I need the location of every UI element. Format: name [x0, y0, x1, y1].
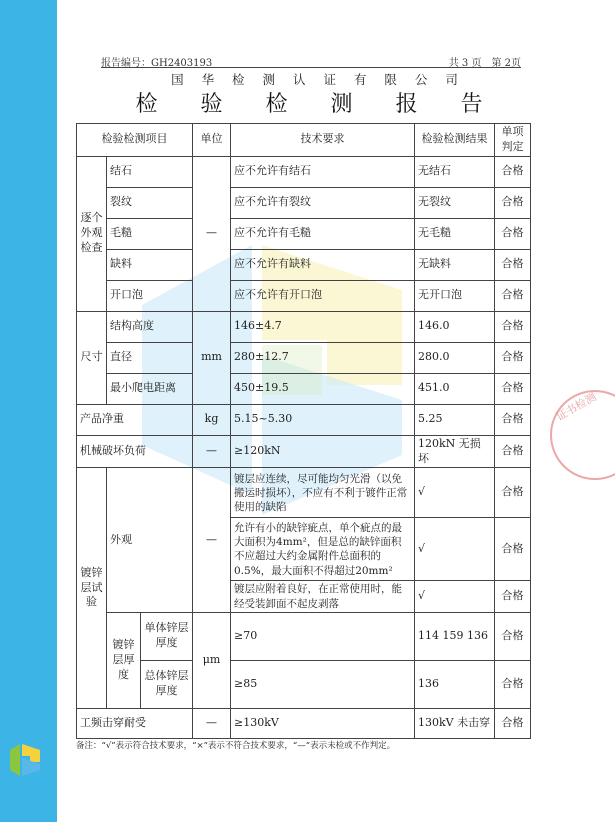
verdict-cell: 合格 — [495, 311, 531, 342]
verdict-cell: 合格 — [495, 660, 531, 708]
verdict-cell: 合格 — [495, 435, 531, 468]
unit-cell: μm — [193, 612, 231, 708]
requirement-cell: 应不允许有结石 — [231, 156, 415, 187]
item-label: 缺料 — [107, 249, 193, 280]
unit-cell: mm — [193, 311, 231, 404]
requirement-cell: 450±19.5 — [231, 373, 415, 404]
footnote: 备注：“√”表示符合技术要求，“×”表示不符合技术要求，“—”表示未检或不作判定。 — [76, 741, 396, 751]
table-header-row — [77, 124, 531, 157]
result-cell: 136 — [415, 660, 495, 708]
requirement-cell: ≥120kN — [231, 435, 415, 468]
result-cell: 146.0 — [415, 311, 495, 342]
result-cell: 无毛糙 — [415, 218, 495, 249]
table-row — [77, 156, 531, 187]
requirement-cell: 280±12.7 — [231, 342, 415, 373]
result-cell: 5.25 — [415, 404, 495, 435]
table-row — [77, 187, 531, 218]
table-row — [77, 435, 531, 468]
verdict-cell: 合格 — [495, 342, 531, 373]
verdict-cell: 合格 — [495, 156, 531, 187]
verdict-cell: 合格 — [495, 581, 531, 612]
verdict-cell: 合格 — [495, 373, 531, 404]
verdict-cell: 合格 — [495, 612, 531, 660]
requirement-cell: 允许有小的缺锌疵点，单个疵点的最大面积为4mm²，但是总的缺锌面积不应超过大约金属附件总面积的0.5%，最大面积不得超过20mm² — [231, 518, 415, 581]
requirement-cell: 应不允许有开口泡 — [231, 280, 415, 311]
result-cell: 无开口泡 — [415, 280, 495, 311]
group-galvanizing: 镀锌层试验 — [77, 468, 107, 708]
left-color-strip — [0, 0, 57, 822]
result-cell: √ — [415, 518, 495, 581]
table-row — [77, 249, 531, 280]
unit-cell: — — [193, 468, 231, 612]
unit-cell: — — [193, 708, 231, 738]
verdict-cell: 合格 — [495, 468, 531, 518]
table-row — [77, 373, 531, 404]
item-label: 开口泡 — [107, 280, 193, 311]
result-cell: √ — [415, 581, 495, 612]
requirement-cell: 应不允许有毛糙 — [231, 218, 415, 249]
item-label: 机械破坏负荷 — [77, 435, 193, 468]
table-row — [77, 708, 531, 738]
verdict-cell: 合格 — [495, 708, 531, 738]
item-label: 最小爬电距离 — [107, 373, 193, 404]
table-row — [77, 660, 531, 708]
header-result: 检验检测结果 — [415, 124, 495, 157]
item-label: 工频击穿耐受 — [77, 708, 193, 738]
item-label: 裂纹 — [107, 187, 193, 218]
result-cell: 无结石 — [415, 156, 495, 187]
item-label: 总体锌层厚度 — [141, 660, 193, 708]
unit-cell: — — [193, 435, 231, 468]
header-rule — [101, 67, 521, 68]
table-row — [77, 404, 531, 435]
result-cell: 114 159 136 — [415, 612, 495, 660]
header-verdict: 单项判定 — [495, 124, 531, 157]
item-label: 结构高度 — [107, 311, 193, 342]
requirement-cell: ≥130kV — [231, 708, 415, 738]
requirement-cell: ≥85 — [231, 660, 415, 708]
result-cell: 120kN 无损坏 — [415, 435, 495, 468]
requirement-cell: 应不允许有裂纹 — [231, 187, 415, 218]
requirement-cell: 应不允许有缺料 — [231, 249, 415, 280]
result-cell: 无缺料 — [415, 249, 495, 280]
result-cell: 130kV 未击穿 — [415, 708, 495, 738]
table-row — [77, 342, 531, 373]
header-requirement: 技术要求 — [231, 124, 415, 157]
verdict-cell: 合格 — [495, 518, 531, 581]
unit-cell: kg — [193, 404, 231, 435]
requirement-cell: 镀层应附着良好，在正常使用时，能经受装卸面不起皮剥落 — [231, 581, 415, 612]
certification-seal-icon — [535, 385, 615, 485]
group-appearance: 逐个外观检查 — [77, 156, 107, 311]
requirement-cell: ≥70 — [231, 612, 415, 660]
header-unit: 单位 — [193, 124, 231, 157]
company-logo-icon — [6, 740, 44, 780]
report-title: 检 验 检 测 报 告 — [135, 92, 501, 117]
header-item: 检验检测项目 — [77, 124, 193, 157]
result-cell: 无裂纹 — [415, 187, 495, 218]
report-page — [57, 0, 599, 822]
seal-text: 证书检测 — [554, 390, 599, 424]
verdict-cell: 合格 — [495, 280, 531, 311]
item-label: 毛糙 — [107, 218, 193, 249]
thickness-label: 镀锌层厚度 — [107, 612, 141, 708]
item-label: 结石 — [107, 156, 193, 187]
verdict-cell: 合格 — [495, 404, 531, 435]
item-label: 外观 — [107, 468, 193, 612]
table-row — [77, 280, 531, 311]
unit-cell: — — [193, 156, 231, 311]
item-label: 产品净重 — [77, 404, 193, 435]
requirement-cell: 146±4.7 — [231, 311, 415, 342]
table-row — [77, 612, 531, 660]
page-number: 共 3 页 第 2页 — [448, 58, 521, 69]
requirement-cell: 5.15~5.30 — [231, 404, 415, 435]
result-cell: √ — [415, 468, 495, 518]
verdict-cell: 合格 — [495, 218, 531, 249]
inspection-results-table — [76, 123, 531, 739]
table-row — [77, 311, 531, 342]
table-row — [77, 468, 531, 518]
item-label: 直径 — [107, 342, 193, 373]
table-row — [77, 218, 531, 249]
requirement-cell: 镀层应连续，尽可能均匀光滑（以免搬运时损坏），不应有不利于镀件正常使用的缺陷 — [231, 468, 415, 518]
verdict-cell: 合格 — [495, 187, 531, 218]
result-cell: 451.0 — [415, 373, 495, 404]
report-number: 报告编号：GH2403193 — [101, 58, 213, 69]
verdict-cell: 合格 — [495, 249, 531, 280]
result-cell: 280.0 — [415, 342, 495, 373]
organization-name: 国 华 检 测 认 证 有 限 公 司 — [171, 72, 465, 87]
item-label: 单体锌层厚度 — [141, 612, 193, 660]
group-dimension: 尺寸 — [77, 311, 107, 404]
